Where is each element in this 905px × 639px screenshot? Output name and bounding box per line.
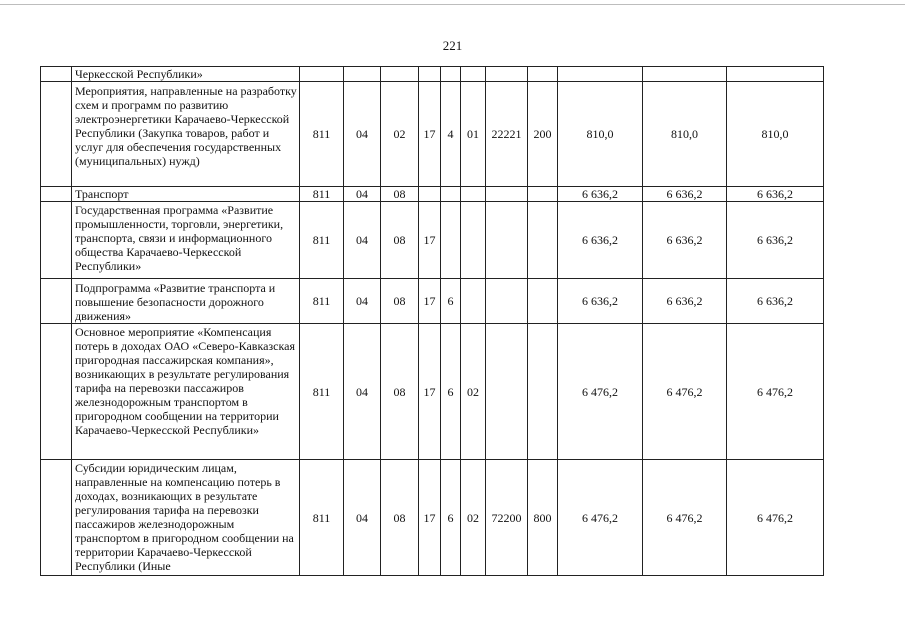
section-cell: 04 — [344, 324, 381, 460]
program-cell: 17 — [419, 460, 441, 576]
expense-type-cell: 200 — [528, 82, 558, 187]
expense-type-cell — [528, 67, 558, 82]
sum-1-cell: 6 476,2 — [558, 460, 643, 576]
ministry-cell: 811 — [300, 82, 344, 187]
page-number: 221 — [442, 38, 463, 53]
direction-cell — [486, 187, 528, 202]
section-cell: 04 — [344, 279, 381, 324]
table-row — [41, 460, 824, 576]
activity-cell: 01 — [461, 82, 486, 187]
sum-3-cell: 6 636,2 — [727, 202, 824, 279]
sum-3-cell — [727, 67, 824, 82]
item-name-cell: Черкесской Республики» — [72, 67, 300, 82]
subsection-cell: 08 — [381, 460, 419, 576]
sum-3-cell: 810,0 — [727, 82, 824, 187]
sum-1-cell: 6 636,2 — [558, 187, 643, 202]
section-cell — [344, 67, 381, 82]
table-row — [41, 67, 824, 82]
table-row — [41, 279, 824, 324]
subprogram-cell: 6 — [441, 460, 461, 576]
sum-2-cell: 6 636,2 — [643, 279, 727, 324]
table-row — [41, 202, 824, 279]
table-row — [41, 187, 824, 202]
expense-type-cell: 800 — [528, 460, 558, 576]
sum-3-cell: 6 636,2 — [727, 279, 824, 324]
subsection-cell: 08 — [381, 324, 419, 460]
subsection-cell — [381, 67, 419, 82]
subsection-cell: 08 — [381, 202, 419, 279]
activity-cell: 02 — [461, 324, 486, 460]
direction-cell — [486, 67, 528, 82]
ministry-cell — [300, 67, 344, 82]
direction-cell: 22221 — [486, 82, 528, 187]
sum-1-cell: 6 476,2 — [558, 324, 643, 460]
expense-type-cell — [528, 324, 558, 460]
section-cell: 04 — [344, 460, 381, 576]
program-cell: 17 — [419, 82, 441, 187]
row-number-cell — [41, 202, 72, 279]
row-number-cell — [41, 82, 72, 187]
subprogram-cell — [441, 67, 461, 82]
direction-cell — [486, 279, 528, 324]
ministry-cell: 811 — [300, 460, 344, 576]
row-number-cell — [41, 324, 72, 460]
activity-cell — [461, 202, 486, 279]
item-name-cell: Мероприятия, направленные на разработку схем и программ по развитию электроэнергетики Карачаево-Черкесской Республики (Закупка товаров, работ и услуг для обеспечения государственных (муниципальных) нужд) — [72, 82, 300, 187]
item-name-cell: Субсидии юридическим лицам, направленные на компенсацию потерь в доходах, возникающих в результате регулирования тарифа на перевозки пассажиров железнодорожным транспортом в пригородном сообщении на территории Карачаево-Черкесской Республики (Иные — [72, 460, 300, 576]
activity-cell — [461, 279, 486, 324]
program-cell: 17 — [419, 324, 441, 460]
sum-3-cell: 6 476,2 — [727, 324, 824, 460]
expense-type-cell — [528, 279, 558, 324]
subsection-cell: 02 — [381, 82, 419, 187]
table-row — [41, 324, 824, 460]
subsection-cell: 08 — [381, 187, 419, 202]
ministry-cell: 811 — [300, 279, 344, 324]
sum-2-cell: 6 636,2 — [643, 187, 727, 202]
ministry-cell: 811 — [300, 324, 344, 460]
expense-type-cell — [528, 202, 558, 279]
subprogram-cell — [441, 202, 461, 279]
section-cell: 04 — [344, 82, 381, 187]
row-number-cell — [41, 460, 72, 576]
subprogram-cell: 6 — [441, 279, 461, 324]
row-number-cell — [41, 67, 72, 82]
activity-cell: 02 — [461, 460, 486, 576]
ministry-cell: 811 — [300, 187, 344, 202]
table-row — [41, 82, 824, 187]
sum-2-cell: 6 476,2 — [643, 324, 727, 460]
direction-cell: 72200 — [486, 460, 528, 576]
sum-2-cell — [643, 67, 727, 82]
program-cell — [419, 187, 441, 202]
direction-cell — [486, 324, 528, 460]
sum-3-cell: 6 476,2 — [727, 460, 824, 576]
program-cell: 17 — [419, 279, 441, 324]
row-number-cell — [41, 279, 72, 324]
section-cell: 04 — [344, 202, 381, 279]
item-name-cell: Подпрограмма «Развитие транспорта и повышение безопасности дорожного движения» — [72, 279, 300, 324]
sum-1-cell: 6 636,2 — [558, 202, 643, 279]
sum-1-cell — [558, 67, 643, 82]
budget-table — [40, 66, 824, 576]
subprogram-cell — [441, 187, 461, 202]
item-name-cell: Основное мероприятие «Компенсация потерь в доходах ОАО «Северо-Кавказская пригородная пассажирская компания», возникающих в результате регулирования тарифа на перевозки пассажиров железнодорожным транспортом в пригородном сообщении на территории Карачаево-Черкесской Республики» — [72, 324, 300, 460]
activity-cell — [461, 67, 486, 82]
subprogram-cell: 6 — [441, 324, 461, 460]
expense-type-cell — [528, 187, 558, 202]
program-cell — [419, 67, 441, 82]
sum-2-cell: 810,0 — [643, 82, 727, 187]
activity-cell — [461, 187, 486, 202]
subsection-cell: 08 — [381, 279, 419, 324]
ministry-cell: 811 — [300, 202, 344, 279]
sum-1-cell: 810,0 — [558, 82, 643, 187]
sum-1-cell: 6 636,2 — [558, 279, 643, 324]
section-cell: 04 — [344, 187, 381, 202]
item-name-cell: Государственная программа «Развитие промышленности, торговли, энергетики, транспорта, связи и информационного общества Карачаево-Черкесской Республики» — [72, 202, 300, 279]
sum-2-cell: 6 636,2 — [643, 202, 727, 279]
program-cell: 17 — [419, 202, 441, 279]
item-name-cell: Транспорт — [72, 187, 300, 202]
top-rule — [0, 4, 905, 5]
sum-3-cell: 6 636,2 — [727, 187, 824, 202]
direction-cell — [486, 202, 528, 279]
row-number-cell — [41, 187, 72, 202]
sum-2-cell: 6 476,2 — [643, 460, 727, 576]
subprogram-cell: 4 — [441, 82, 461, 187]
